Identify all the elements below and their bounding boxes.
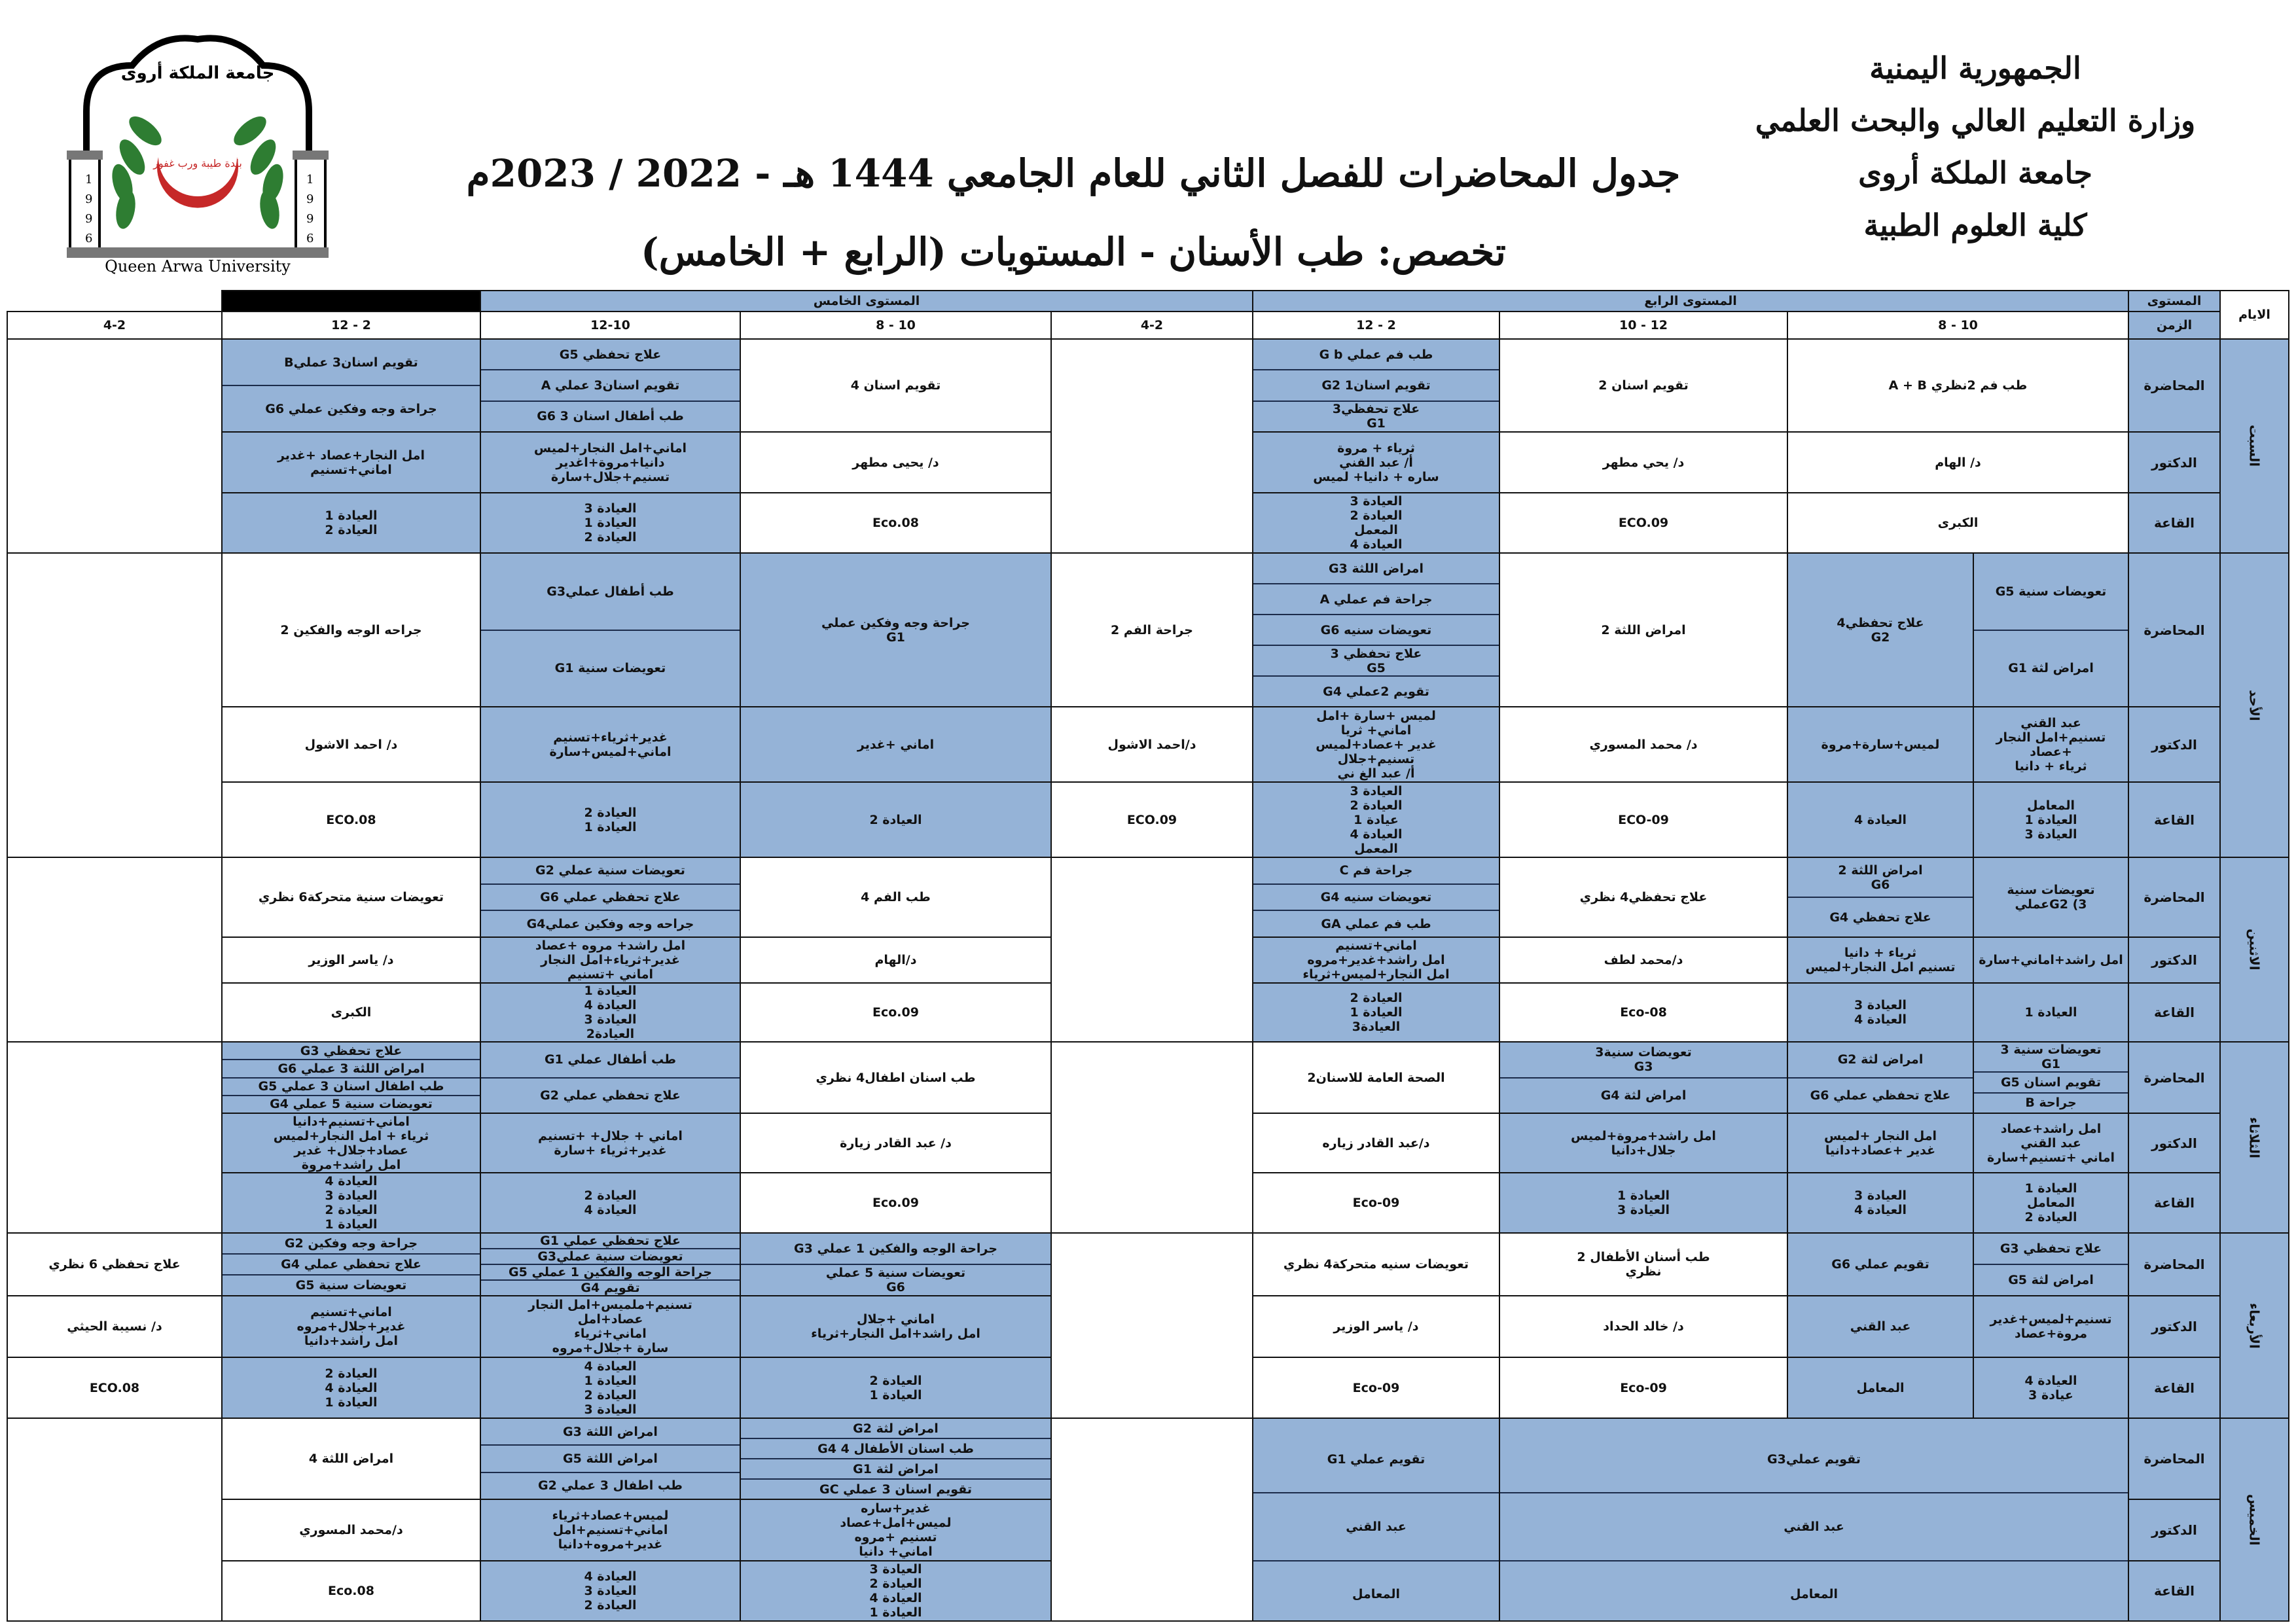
sun-l4-c2-doctor: د/ محمد المسوري [1499,707,1787,782]
document-title-block [458,134,1689,291]
sat-l4-c1-hall: الكبرى [1787,493,2128,553]
row-label-doctor: الدكتور [2128,707,2220,782]
thu-l5-c2-hall: العيادة 4 العيادة 3 العيادة 2 [480,1561,740,1621]
svg-text:9: 9 [85,192,93,206]
list-item: امراض اللثة 2 G6 [1788,858,1973,898]
list-item: تعويضات سنية3 G3 [1500,1043,1787,1079]
list-item: طب فم عملي G b [1253,340,1499,370]
sat-l5-c2-doctor: اماني+امل النجار+لميس دانيا+مروة+اغدير تسنيم+جلال+سارة [480,432,740,493]
list-item: عبد القني [1500,1493,2128,1561]
tue-l4-c4-empty [1051,1042,1253,1233]
row-label-hall: القاعة [2128,1561,2220,1621]
table-row [7,707,2289,782]
table-row [7,782,2289,857]
time-l4-2: 12 - 10 [1499,312,1787,339]
list-item: جراحة فم C [1253,858,1499,885]
list-item: امراض اللثة 3 عملي G6 [223,1060,480,1078]
time-l4-3: 2 - 12 [1253,312,1499,339]
thu-l5-c2-doctor: لميس+عصاد+ثرياء اماني+تسنيم+امل غدير+مروه+دانيا [480,1499,740,1561]
mon-l5-c3-lecture: تعويضات سنية متحركة6 نظري [222,857,480,937]
list-item: امراض اللثة G5 [481,1446,740,1472]
list-item: جراحة الوجه والفكين 1 عملي G5 [481,1265,740,1281]
wed-l5-c2-doctor: تسنيم+ملميس+امل النجار عصاد+امل اماني+ثرياء سارة +جلال+مروه [480,1296,740,1357]
row-label-lecture: المحاضرة [2128,1233,2220,1296]
sat-l4-c1-doctor: د/ الهام [1787,432,2128,493]
list-item: تقويم عمليG3 [1500,1426,2128,1493]
mon-l4-c4-empty [1051,857,1253,1042]
list-item: المعامل [1352,1587,1400,1602]
sat-l5-c3-hall: العيادة 1 العيادة 2 [222,493,480,553]
row-label-lecture: المحاضرة [2128,553,2220,707]
sun-l4-c1b-hall: العيادة 4 [1787,782,1973,857]
thu-l5-c1-lecture [740,1418,1051,1499]
list-item: تقويم G4 [581,1281,640,1295]
tue-l4-c1b-doctor: امل النجار +لميس غدير +عصاد+دانيا [1787,1113,1973,1173]
svg-text:6: 6 [306,232,314,245]
row-label-hall: القاعة [2128,1173,2220,1233]
list-item: تعويضات سنية G1 [554,661,666,676]
tue-l4-c1b-hall: العيادة 3 العيادة 4 [1787,1173,1973,1233]
time-l5-4: 4-2 [7,312,222,339]
table-row [7,1233,2289,1296]
list-item: علاج تحفظي عملي G6 [1810,1088,1951,1103]
list-item: علاج تحفظي G5 [481,340,740,370]
sun-l4-c1b-lecture: علاج تحفظي4 G2 [1787,553,1973,707]
svg-text:9: 9 [85,212,93,226]
mon-l4-c1a-hall: العيادة 1 [1973,983,2128,1042]
table-row [7,1418,2289,1499]
tue-l4-c1a-doctor: امل راشد+عصاد عبد القني اماني +تسنيم+سارة [1973,1113,2128,1173]
tue-l5-c1-hall: Eco.09 [740,1173,1051,1233]
sun-l5-c2-hall: العيادة 2 العيادة 1 [480,782,740,857]
list-item: تقويم اسنان3 عمليB [223,340,480,386]
wed-l5-c3-hall: العيادة 2 العيادة 4 العيادة 1 [222,1357,480,1418]
tue-l5-c2-doctor: اماني + جلال+ +تسنيم غدير+ثرياء +سارة [480,1113,740,1173]
list-item: تقويم عملي G1 [1253,1426,1499,1493]
wed-l4-c2-hall: Eco-09 [1499,1357,1787,1418]
sun-l5-c4-empty [7,553,222,857]
wed-l5-c2-hall: العيادة 4 العيادة 1 العيادة 2 العيادة 3 [480,1357,740,1418]
logo-motto: بلدة طيبة ورب غفور [153,157,242,169]
tue-l4-c1a-lecture [1973,1042,2128,1113]
table-row [7,857,2289,937]
list-item: تعويضات سنية G5 [295,1278,407,1293]
sun-l4-c1a-hall: المعامل العيادة 1 العيادة 3 [1973,782,2128,857]
list-item: طب فم عملي GA [1321,916,1431,931]
sun-l4-c1b-doctor: لميس+سارة+مروة [1787,707,1973,782]
svg-text:1: 1 [306,173,314,187]
sun-l5-c3-lecture: جراحه الوجه والفكين 2 [222,553,480,707]
university-logo [60,26,335,281]
header-black-cell [222,291,480,312]
mon-l5-c1-doctor: د/الهام [740,937,1051,983]
mon-l4-c1a-doctor: امل راشد+اماني+سارة [1973,937,2128,983]
mon-l4-c3-hall: العيادة 2 العيادة 1 العيادة3 [1253,983,1499,1042]
svg-text:6: 6 [85,232,93,245]
wed-l4-c3-lecture: تعويضات سنيه متحركة4 نظري [1253,1233,1499,1296]
sat-l5-c3-doctor: امل النجار+عصاد +غدير اماني+تسنيم [222,432,480,493]
list-item: علاج تحفظي عملي G4 [223,1255,480,1275]
thu-l5-c3-lecture: امراض اللثة 4 [222,1418,480,1499]
table-row [7,553,2289,707]
mon-l5-c2-doctor: امل راشد+ مروه +عصاد غدير+ثرياء+امل النجار اماني +تسنيم [480,937,740,983]
mon-l4-c3-lecture [1253,857,1499,937]
list-item: تعويضات سنيه G6 [1253,615,1499,646]
mon-l4-c2-doctor: د/محمد لطف [1499,937,1787,983]
sat-l4-c1-lecture: طب فم 2نظري A + B [1787,339,2128,432]
sun-l4-c3-hall: العيادة 3 العيادة 2 عيادة 1 العيادة 4 المعمل [1253,782,1499,857]
list-item: طب أطفال عمليG3 [481,554,740,631]
wed-l4-c1a-lecture [1973,1233,2128,1296]
university-name: جامعة الملكة أروى [1858,155,2092,190]
time-l4-1: 10 - 8 [1787,312,2128,339]
sun-l4-c3-lecture [1253,553,1499,707]
mon-l5-c4-empty [7,857,222,1042]
list-item: جراحة فم عملي A [1253,584,1499,615]
list-item: امراض لثة G1 [2008,661,2094,676]
table-header-row [7,291,2289,312]
svg-text:9: 9 [306,212,314,226]
list-item: امراض اللثة G3 [1253,554,1499,584]
wed-l4-c2-doctor: د/ خالد الحداد [1499,1296,1787,1357]
time-l5-3: 2 - 12 [222,312,480,339]
wed-l4-c1b-doctor: عبد القني [1787,1296,1973,1357]
header-time: الزمن [2128,312,2220,339]
mon-l4-c1b-hall: العيادة 3 العيادة 4 [1787,983,1973,1042]
sun-l4-c3-doctor: لميس +سارة +امل اماني+ ثريا غدير +عصاد+لميس تسنيم+جلال أ/ عبد الغ ني [1253,707,1499,782]
tue-l5-c2-hall: العيادة 2 العيادة 4 [480,1173,740,1233]
mon-l5-c3-hall: الكبرى [222,983,480,1042]
mon-l5-c2-lecture [480,857,740,937]
list-item: تقويم اسنان3 عملي A [481,370,740,401]
sun-l5-c1-hall: العيادة 2 [740,782,1051,857]
mon-l4-c2-hall: Eco-08 [1499,983,1787,1042]
day-thursday: الخميس [2220,1418,2289,1621]
sat-l5-c1-lecture: تقويم اسنان 4 [740,339,1051,432]
thu-l5-c4-empty [7,1418,222,1621]
day-tuesday: الثلاثاء [2220,1042,2289,1233]
sat-l4-c2-lecture: تقويم اسنان 2 [1499,339,1787,432]
document-subtitle: تخصص: طب الأسنان - المستويات (الرابع + الخامس) [641,230,1506,274]
wed-l5-c1-lecture [740,1233,1051,1296]
list-item: علاج تحفظي عملي G6 [481,885,740,912]
table-row [7,1042,2289,1113]
wed-l4-c1a-doctor: تسنيم+لميس+غدير مروة+عصاد [1973,1296,2128,1357]
sun-l5-c1-doctor: اماني +غدير [740,707,1051,782]
sun-l5-c2-lecture [480,553,740,707]
day-saturday: السبت [2220,339,2289,553]
mon-l5-c2-hall: العيادة 1 العيادة 4 العيادة 3 العيادة2 [480,983,740,1042]
row-label-hall: القاعة [2128,493,2220,553]
row-label-doctor: الدكتور [2128,1499,2220,1561]
wed-l5-c4-doctor: د/ نسيبة الحيثي [7,1296,222,1357]
mon-l5-c3-doctor: د/ ياسر الوزير [222,937,480,983]
sat-l4-c2-doctor: د/ يحي مطهر [1499,432,1787,493]
header-level: المستوى [2128,291,2220,312]
wed-l5-c1-doctor: اماني +جلال امل راشد+امل النجار+ثرياء [740,1296,1051,1357]
sun-l4-c4-lecture: جراحة الفم 2 [1051,553,1253,707]
list-item: علاج تحفظي G3 [223,1043,480,1060]
header-level4: المستوى الرابع [1253,291,2128,312]
list-item: جراحه وجه وفكين عمليG4 [526,916,694,931]
mon-l4-c1b-doctor: ثرياء + دانيا تسنيم امل النجار+لميس [1787,937,1973,983]
list-item: تعويضات سنية 5 عملي G4 [270,1097,433,1112]
list-item: علاج تحفظي 3 G5 [1253,646,1499,677]
sun-l4-c4-hall: ECO.09 [1051,782,1253,857]
list-item: عبد القني [1253,1493,1499,1561]
thu-l5-c1-doctor: غدير+ساره لميس+امل+عصاد تسنيم +مروه اماني+ دانيا [740,1499,1051,1561]
list-item: علاج تحفظي3 G1 [1332,402,1420,431]
list-item: طب اسنان الأطفال 4 G4 [741,1439,1050,1459]
tue-l5-c3-doctor: اماني+تسنيم+دانيا ثرياء + امل النجار+لميس عصاد+جلال+ غدير امل راشد+مروة [222,1113,480,1173]
table-times-row [7,312,2289,339]
sat-l4-c3-hall: العيادة 3 العيادة 2 المعمل العيادة 4 [1253,493,1499,553]
sat-l5-c1-doctor: د/ يحيى مطهر [740,432,1051,493]
sat-l5-c2-hall: العيادة 3 العيادة 1 العيادة 2 [480,493,740,553]
wed-l5-c3-lecture [222,1233,480,1296]
row-label-hall: القاعة [2128,1357,2220,1418]
logo-name-ar: جامعة الملكة أروى [120,63,275,83]
table-row [7,339,2289,432]
tue-l5-c1-doctor: د/ عبد القادر زيارة [740,1113,1051,1173]
row-label-lecture: المحاضرة [2128,1042,2220,1113]
tue-l4-c3-lecture: الصحة العامة للاسنان2 [1253,1042,1499,1113]
list-item: تعويضات سنية 3 G1 [1974,1043,2128,1073]
sun-l4-c2-lecture: امراض اللثة 2 [1499,553,1787,707]
thu-l5-c2-lecture [480,1418,740,1499]
sat-l5-c3-lecture [222,339,480,432]
list-item: امراض لثة G2 [1788,1043,1973,1079]
tue-l4-c1b-lecture [1787,1042,1973,1113]
list-item: المعامل [1790,1587,1838,1602]
tue-l4-c2-hall: العيادة 1 العيادة 3 [1499,1173,1787,1233]
list-item: امراض لثة G2 [741,1419,1050,1439]
tue-l4-c2-lecture [1499,1042,1787,1113]
tue-l4-c3-hall: Eco-09 [1253,1173,1499,1233]
tue-l4-c1a-hall: العيادة 1 المعامل العيادة 2 [1973,1173,2128,1233]
header-level5: المستوى الخامس [480,291,1253,312]
thu-l5-c3-doctor: د/محمد المسوري [222,1499,480,1561]
list-item: علاج تحفظي G3 [1974,1234,2128,1265]
list-item: امراض لثة G5 [2008,1273,2094,1287]
wed-l5-c4-hall: ECO.08 [7,1357,222,1418]
sat-l4-c3-lecture [1253,339,1499,432]
list-item: طب اطفال اسنان 3 عملي G5 [223,1079,480,1096]
sun-l4-c1a-doctor: عبد القني تسنيم+امل النجار +عصاد ثرياء + دانيا [1973,707,2128,782]
list-item: تقويم اسنان G5 [1974,1073,2128,1094]
list-item: طب أطفال اسنان 3 G6 [537,409,684,424]
tue-l5-c3-lecture [222,1042,480,1113]
sat-l5-c2-lecture [480,339,740,432]
wed-l4-c1b-hall: المعامل [1787,1357,1973,1418]
day-sunday: الأحد [2220,553,2289,857]
mon-l4-c1b-lecture [1787,857,1973,937]
list-item: طب أطفال عملي G1 [481,1043,740,1079]
list-item: امراض لثة G4 [1600,1088,1687,1103]
tue-l5-c1-lecture: طب اسنان اطفال4 نظري [740,1042,1051,1113]
tue-l4-c2-doctor: امل راشد+مروة+لميس جلال+دانيا [1499,1113,1787,1173]
country-name: الجمهورية اليمنية [1869,50,2081,86]
ministry-name: وزارة التعليم العالي والبحث العلمي [1755,103,2196,138]
list-item: تقويم 2عملي G4 [1323,684,1429,699]
mon-l4-c3-doctor: اماني+تسنيم امل راشد+غدير+مروه امل النجار+لميس+ثرياء [1253,937,1499,983]
list-item: تعويضات سنية G5 [1974,554,2128,631]
institution-header [1727,42,2224,251]
sun-l4-c4-doctor: د/احمد الاشول [1051,707,1253,782]
list-item: جراحة B [2025,1096,2077,1111]
wed-l4-c4-empty [1051,1233,1253,1418]
sat-l4-c3-doctor: ثرياء + مروة أ/ عبد القني ساره + دانيا+ لميس [1253,432,1499,493]
row-label-lecture: المحاضرة [2128,1418,2220,1499]
day-wednesday: الأربعاء [2220,1233,2289,1418]
thu-l5-c1-hall: العيادة 3 العيادة 2 العيادة 4 العيادة 1 [740,1561,1051,1621]
row-label-lecture: المحاضرة [2128,857,2220,937]
row-label-hall: القاعة [2128,983,2220,1042]
sat-l4-c4-empty [1051,339,1253,553]
tue-l5-c3-hall: العيادة 4 العيادة 3 العيادة 2 العيادة 1 [222,1173,480,1233]
header-days: الايام [2220,291,2289,339]
row-label-doctor: الدكتور [2128,937,2220,983]
list-item: امراض اللثة G3 [481,1419,740,1446]
list-item: جراحة الوجه والفكين 1 عملي G3 [741,1234,1050,1265]
document-title: جدول المحاضرات للفصل الثاني للعام الجامعي 1444 هـ - 2022 / 2023م [466,151,1681,196]
day-monday: الاثنين [2220,857,2289,1042]
mon-l5-c1-lecture: طب الفم 4 [740,857,1051,937]
wed-l5-c3-doctor: اماني+تسنيم غدير+جلال+مروه امل راشد+دانيا [222,1296,480,1357]
row-label-doctor: الدكتور [2128,1113,2220,1173]
list-item: جراحة وجه وفكين عملي G6 [265,401,437,416]
list-item: طب اطفال 3 عملي G2 [538,1478,683,1493]
thu-l4-c4-empty [1051,1418,1253,1621]
wed-l4-c1a-hall: العيادة 4 عيادة 3 [1973,1357,2128,1418]
list-item: علاج تحفظي عملي G1 [481,1234,740,1249]
college-name: كلية العلوم الطبية [1863,207,2087,243]
wed-l5-c4-lecture: علاج تحفظي 6 نظري [7,1233,222,1296]
sun-l4-c1a-lecture [1973,553,2128,707]
list-item: علاج تحفظي G4 [1829,910,1931,925]
tue-l4-c3-doctor: د/عبد القادر زياره [1253,1113,1499,1173]
list-item: تعويضات سنية عمليG3 [481,1249,740,1265]
sun-l5-c1-lecture: جراحة وجه وفكين عملي G1 [740,553,1051,707]
row-label-doctor: الدكتور [2128,1296,2220,1357]
thu-l4-c3-block [1253,1418,1499,1621]
sat-l5-c1-hall: Eco.08 [740,493,1051,553]
list-item: جراحة وجه وفكين G2 [223,1234,480,1255]
list-item: امراض لثة G1 [741,1459,1050,1480]
schedule-table [7,290,2289,1622]
tue-l5-c2-lecture [480,1042,740,1113]
svg-text:1: 1 [85,173,93,187]
thu-l4-c1-block [1499,1418,2128,1621]
wed-l5-c1-hall: العيادة 2 العيادة 1 [740,1357,1051,1418]
list-item: تعويضات سنية 5 عملي G6 [825,1266,966,1294]
time-l5-2: 12-10 [480,312,740,339]
wed-l5-c2-lecture [480,1233,740,1296]
svg-text:9: 9 [306,192,314,206]
time-l4-4: 4-2 [1051,312,1253,339]
wed-l4-c3-hall: Eco-09 [1253,1357,1499,1418]
sun-l5-c2-doctor: غدير+ثرياء+تسنيم اماني+لميس+سارة [480,707,740,782]
list-item: تعويضات سنيه G4 [1253,885,1499,912]
schedule-table-wrapper [7,290,2289,1618]
mon-l4-c1a-lecture: تعويضات سنية G2 (3عملي [1973,857,2128,937]
sun-l5-c3-hall: ECO.08 [222,782,480,857]
wed-l4-c1b-lecture: تقويم عملي G6 [1787,1233,1973,1296]
mon-l5-c1-hall: Eco.09 [740,983,1051,1042]
sat-l4-c2-hall: ECO.09 [1499,493,1787,553]
row-label-hall: القاعة [2128,782,2220,857]
logo-name-en: Queen Arwa University [105,257,291,276]
sun-l4-c2-hall: ECO-09 [1499,782,1787,857]
thu-l5-c3-hall: Eco.08 [222,1561,480,1621]
mon-l4-c2-lecture: علاج تحفظي4 نظري [1499,857,1787,937]
wed-l4-c2-lecture: طب أسنان الأطفال 2 نظري [1499,1233,1787,1296]
row-label-doctor: الدكتور [2128,432,2220,493]
time-l5-1: 10 - 8 [740,312,1051,339]
list-item: تقويم اسنان 3 عملي GC [819,1482,972,1497]
wed-l4-c3-doctor: د/ ياسر الوزير [1253,1296,1499,1357]
list-item: تقويم اسنان1 G2 [1253,370,1499,401]
sat-l5-c4-empty [7,339,222,553]
list-item: علاج تحفظي عملي G2 [540,1088,681,1103]
row-label-lecture: المحاضرة [2128,339,2220,432]
list-item: تعويضات سنية عملي G2 [481,858,740,885]
sun-l5-c3-doctor: د/ احمد الاشول [222,707,480,782]
tue-l5-c4-empty [7,1042,222,1233]
